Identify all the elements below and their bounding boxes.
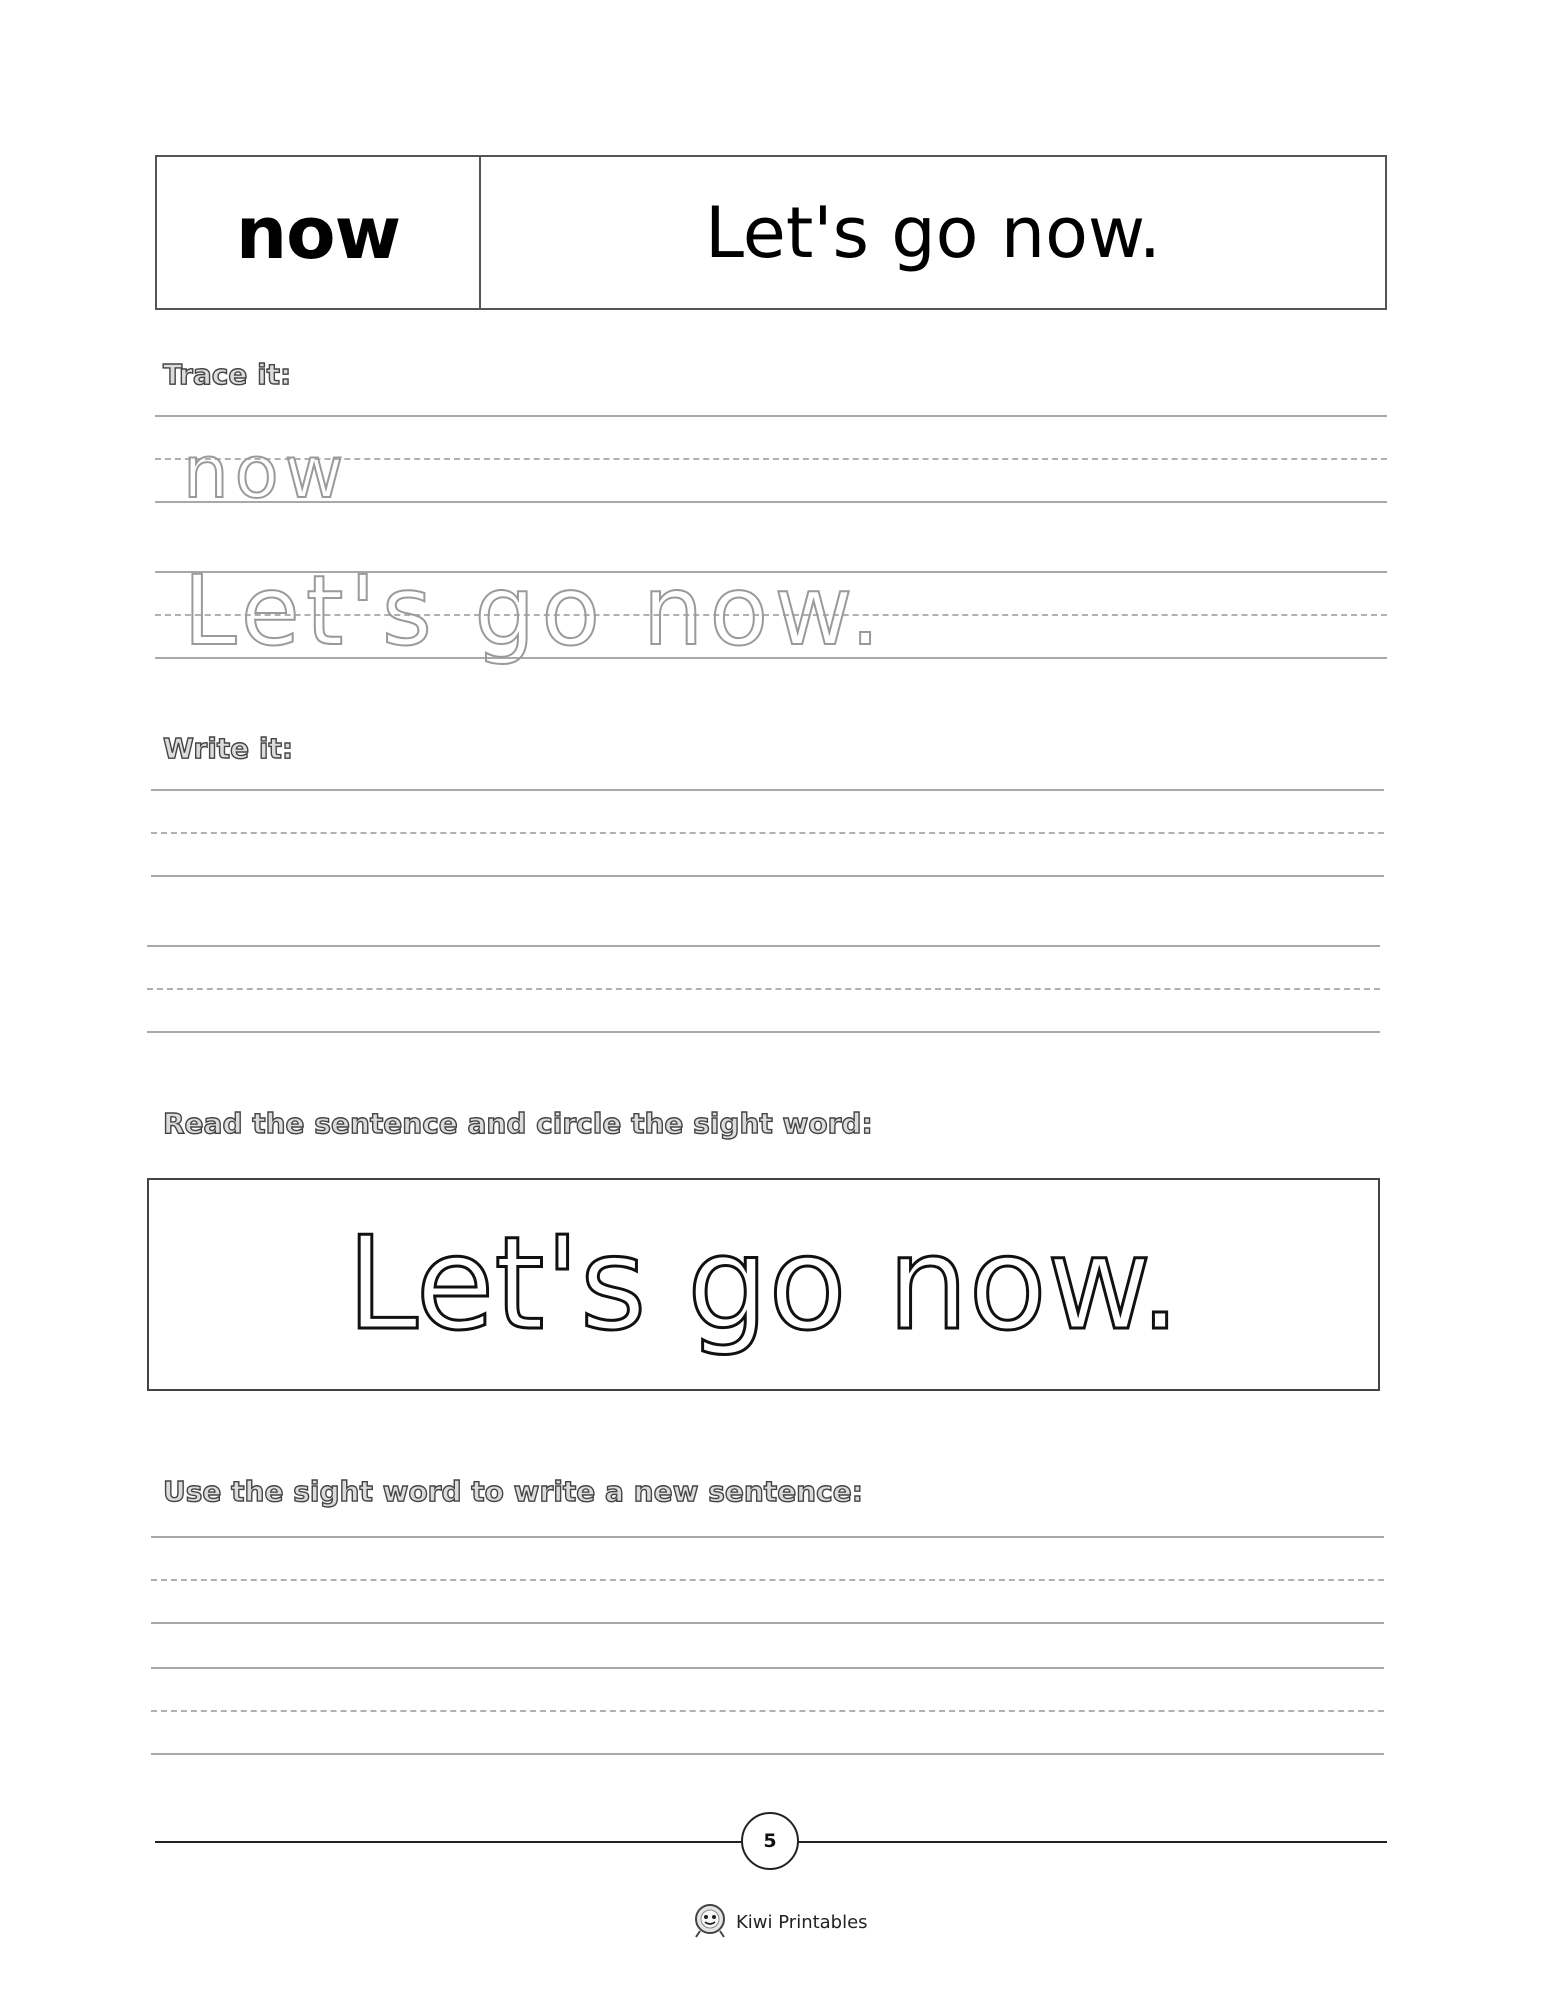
write-line-mid-1[interactable] — [151, 832, 1384, 834]
use-line-top-1[interactable] — [151, 1536, 1384, 1538]
use-line-base-1[interactable] — [151, 1622, 1384, 1624]
use-line-top-2[interactable] — [151, 1667, 1384, 1669]
trace-section-label: Trace it: — [163, 358, 292, 391]
trace-sentence: Let's go now. — [183, 555, 887, 667]
kiwi-mascot-icon — [690, 1900, 730, 1944]
read-sentence[interactable]: Let's go now. — [346, 1210, 1181, 1359]
read-sentence-box[interactable] — [147, 1178, 1380, 1391]
sight-word-header — [155, 155, 1387, 310]
use-line-base-2[interactable] — [151, 1753, 1384, 1755]
write-line-top-2[interactable] — [147, 945, 1380, 947]
sight-word: now — [157, 157, 481, 308]
write-line-base-1[interactable] — [151, 875, 1384, 877]
write-line-top-1[interactable] — [151, 789, 1384, 791]
write-line-mid-2[interactable] — [147, 988, 1380, 990]
brand-name: Kiwi Printables — [736, 1911, 868, 1933]
use-line-mid-1[interactable] — [151, 1579, 1384, 1581]
write-section-label: Write it: — [163, 732, 294, 765]
example-sentence: Let's go now. — [704, 191, 1162, 274]
trace-line-top-1 — [155, 415, 1387, 417]
use-section-label: Use the sight word to write a new sentence: — [163, 1475, 863, 1508]
page-number: 5 — [741, 1812, 799, 1870]
use-line-mid-2[interactable] — [151, 1710, 1384, 1712]
read-section-label: Read the sentence and circle the sight word: — [163, 1107, 873, 1140]
write-line-base-2[interactable] — [147, 1031, 1380, 1033]
trace-word: now — [183, 430, 350, 514]
brand-footer — [690, 1902, 868, 1942]
